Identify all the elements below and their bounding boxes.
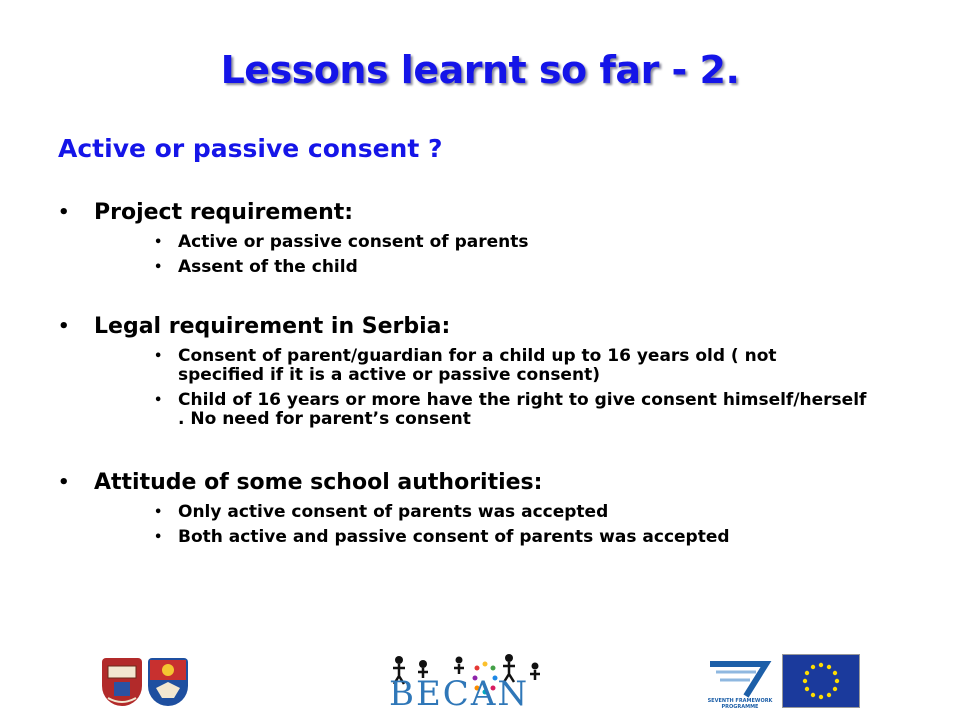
slide-subtitle: Active or passive consent ? xyxy=(58,134,443,163)
list-item xyxy=(154,391,918,429)
fp7-seven-icon xyxy=(706,658,774,698)
fp7-logo xyxy=(706,658,774,710)
list-item-text: Assent of the child xyxy=(178,257,358,277)
shield-emblem-icon xyxy=(102,658,142,706)
bullet-icon: • xyxy=(58,472,70,493)
section-heading: Project requirement: xyxy=(94,200,354,225)
slide-title: Lessons learnt so far - 2. xyxy=(220,48,740,92)
becan-wordmark: BECAN xyxy=(389,674,530,714)
list-item-text: Both active and passive consent of parents was accepted xyxy=(178,527,730,547)
faculty-shield-logo xyxy=(148,658,188,706)
section-heading-row xyxy=(58,469,918,497)
list-item-text: Only active consent of parents was accepted xyxy=(178,502,609,522)
becan-logo xyxy=(385,650,575,715)
section-heading-row xyxy=(58,199,918,227)
section-legal-requirement xyxy=(58,313,918,429)
eu-stars-icon xyxy=(783,655,859,707)
list-item xyxy=(154,347,918,385)
bullet-icon: • xyxy=(58,202,70,223)
shield-emblem-icon xyxy=(148,658,188,706)
bullet-icon: • xyxy=(154,260,163,275)
bullet-icon: • xyxy=(154,393,163,408)
section-heading: Legal requirement in Serbia: xyxy=(94,314,451,339)
list-item xyxy=(154,528,918,547)
bullet-icon: • xyxy=(154,235,163,250)
section-heading: Attitude of some school authorities: xyxy=(94,470,543,495)
university-shield-logo xyxy=(102,658,142,706)
section-project-requirement xyxy=(58,199,918,277)
list-item xyxy=(154,233,918,252)
section-heading-row xyxy=(58,313,918,341)
bullet-icon: • xyxy=(154,505,163,520)
section-school-authorities xyxy=(58,469,918,547)
list-item xyxy=(154,503,918,522)
eu-flag-logo xyxy=(782,654,860,708)
list-item xyxy=(154,258,918,277)
list-item-text: Active or passive consent of parents xyxy=(178,232,529,252)
bullet-icon: • xyxy=(154,530,163,545)
list-item-text: Consent of parent/guardian for a child up to 16 years old ( not specified if it is a active or passive consent) xyxy=(178,346,777,385)
list-item-text: Child of 16 years or more have the right to give consent himself/herself . No need for parent’s consent xyxy=(178,390,867,429)
fp7-caption: SEVENTH FRAMEWORK PROGRAMME xyxy=(707,698,773,710)
bullet-icon: • xyxy=(58,316,70,337)
bullet-icon: • xyxy=(154,349,163,364)
